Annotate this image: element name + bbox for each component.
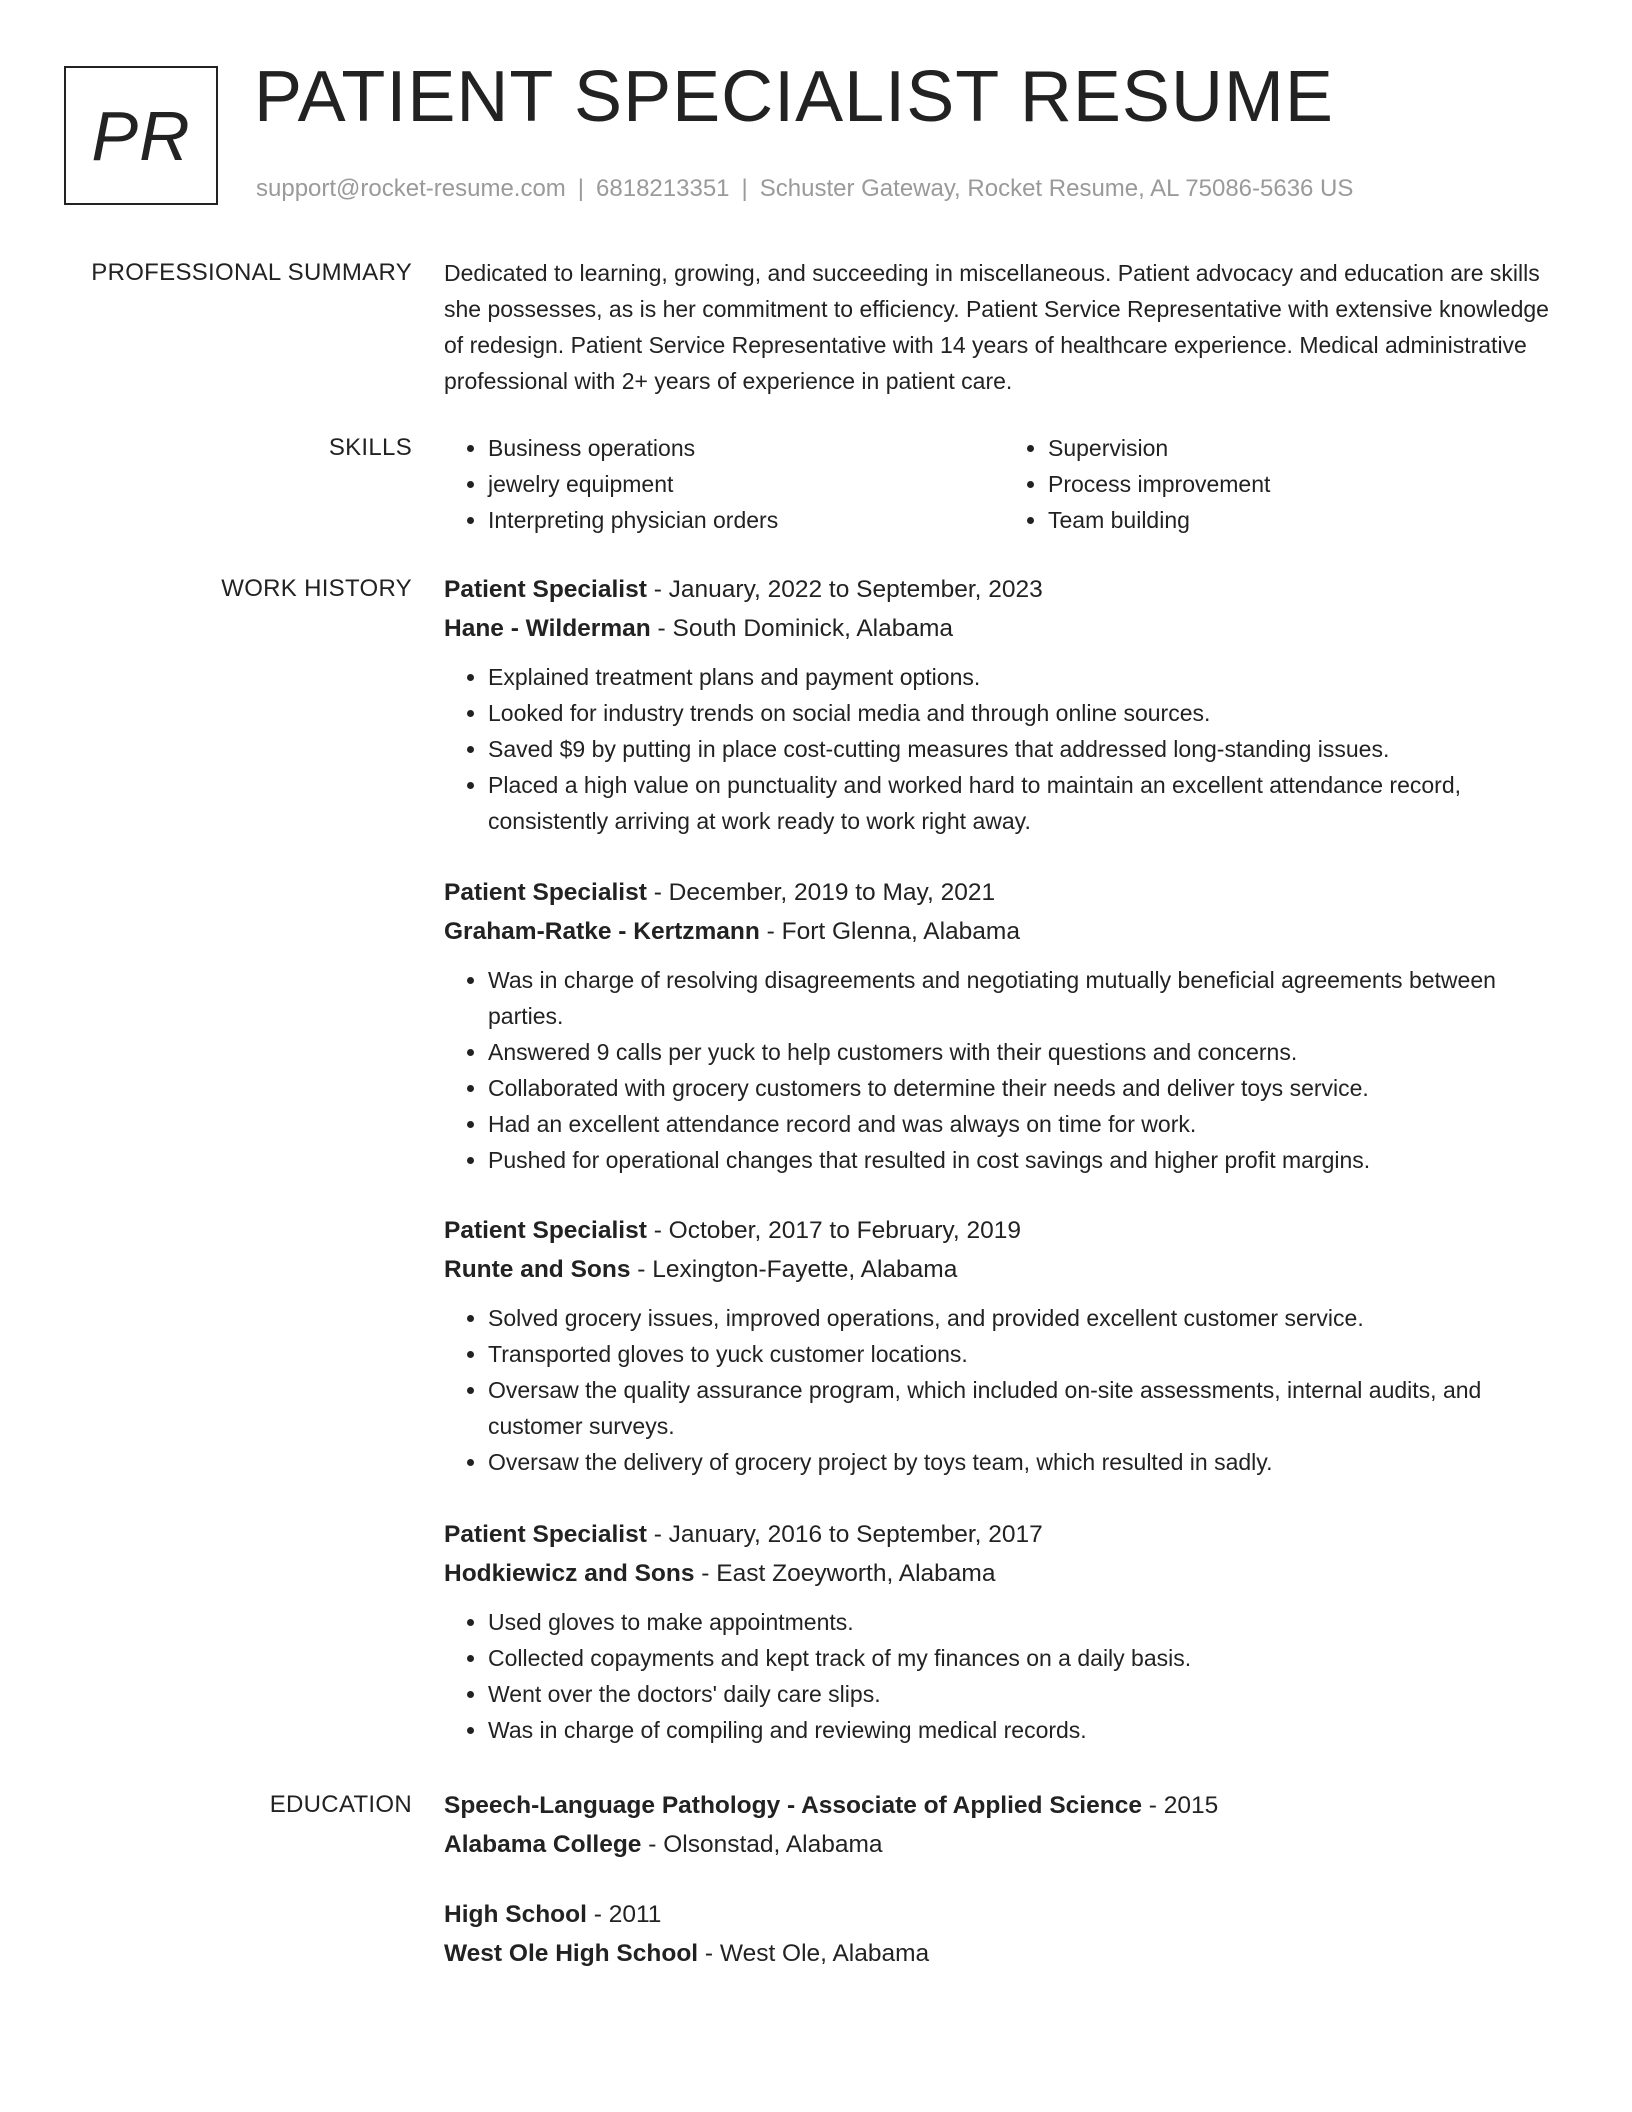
job-bullet: • Saved $9 by putting in place cost-cutting measures that addressed long-standing issues. (488, 731, 1564, 767)
job-company-line (444, 1554, 1564, 1593)
skill-item: • Supervision (1048, 430, 1564, 466)
education-school-line (444, 1934, 1564, 1973)
summary-content (444, 255, 1564, 399)
job-title-line (444, 570, 1564, 609)
skills-column-2 (1004, 430, 1564, 538)
job-company-line (444, 609, 1564, 648)
job-location: - Lexington-Fayette, Alabama (630, 1256, 958, 1283)
job-bullet: • Was in charge of compiling and reviewing medical records. (488, 1712, 1564, 1748)
job-content (444, 1515, 1564, 1748)
job-content (444, 873, 1564, 1178)
job-company: Graham-Ratke - Kertzmann (444, 918, 760, 945)
job-title: Patient Specialist (444, 1521, 647, 1548)
education-degree: High School (444, 1901, 587, 1928)
education-location: - West Ole, Alabama (698, 1940, 930, 1967)
section-label-summary: PROFESSIONAL SUMMARY (91, 259, 412, 286)
education-school: Alabama College (444, 1831, 642, 1858)
job-location: - South Dominick, Alabama (650, 615, 954, 642)
job-bullet: • Had an excellent attendance record and was always on time for work. (488, 1106, 1564, 1142)
skill-item: • Process improvement (1048, 466, 1564, 502)
job-dates: - January, 2016 to September, 2017 (646, 1521, 1043, 1548)
job-content (444, 570, 1564, 839)
summary-text: Dedicated to learning, growing, and succeeding in miscellaneous. Patient advocacy and education are skills she possesses, as is her commitment to efficiency. Patient Service Representative with extensive knowledge of redesign. Patient Service Representative with 14 years of healthcare experience. Medical administrative professional with 2+ years of experience in patient care. (444, 260, 1549, 394)
section-label-education: EDUCATION (269, 1791, 412, 1818)
education-year: - 2015 (1141, 1792, 1219, 1819)
monogram-box (64, 66, 218, 205)
job-bullet: • Oversaw the delivery of grocery project by toys team, which resulted in sadly. (488, 1444, 1564, 1480)
job-bullet: • Collected copayments and kept track of my finances on a daily basis. (488, 1640, 1564, 1676)
job-location: - East Zoeyworth, Alabama (694, 1560, 996, 1587)
skill-item: • jewelry equipment (488, 466, 1004, 502)
skills-column-1 (444, 430, 1004, 538)
education-school: West Ole High School (444, 1940, 699, 1967)
job-title-line (444, 873, 1564, 912)
job-bullet: • Looked for industry trends on social media and through online sources. (488, 695, 1564, 731)
education-year: - 2011 (586, 1901, 662, 1928)
resume-title: PATIENT SPECIALIST RESUME (254, 57, 1334, 137)
skill-item: • Interpreting physician orders (488, 502, 1004, 538)
job-bullet: • Was in charge of resolving disagreements and negotiating mutually beneficial agreements between parties. (488, 962, 1564, 1034)
job-company: Hodkiewicz and Sons (444, 1560, 695, 1587)
job-company-line (444, 912, 1564, 951)
skill-item: • Business operations (488, 430, 1004, 466)
job-bullets (444, 1300, 1564, 1480)
job-company-line (444, 1250, 1564, 1289)
contact-phone[interactable]: 6818213351 (596, 175, 730, 202)
job-company: Runte and Sons (444, 1256, 631, 1283)
contact-line (256, 174, 1353, 204)
job-bullet: • Went over the doctors' daily care slips. (488, 1676, 1564, 1712)
education-degree-line (444, 1786, 1564, 1825)
job-title-line (444, 1211, 1564, 1250)
education-degree: Speech-Language Pathology - Associate of Applied Science (444, 1792, 1142, 1819)
job-bullet: • Used gloves to make appointments. (488, 1604, 1564, 1640)
education-school-line (444, 1825, 1564, 1864)
contact-address: Schuster Gateway, Rocket Resume, AL 75086-5636 US (759, 175, 1354, 202)
contact-separator: | (577, 175, 585, 202)
job-bullets (444, 659, 1564, 839)
education-content (444, 1895, 1564, 1973)
job-bullet: • Transported gloves to yuck customer locations. (488, 1336, 1564, 1372)
education-content (444, 1786, 1564, 1864)
job-bullet: • Collaborated with grocery customers to determine their needs and deliver toys service. (488, 1070, 1564, 1106)
job-dates: - October, 2017 to February, 2019 (646, 1217, 1021, 1244)
job-content (444, 1211, 1564, 1480)
job-title: Patient Specialist (444, 879, 647, 906)
job-location: - Fort Glenna, Alabama (759, 918, 1020, 945)
job-bullet: • Placed a high value on punctuality and worked hard to maintain an excellent attendance record, consistently arriving at work ready to work right away. (488, 767, 1564, 839)
job-title-line (444, 1515, 1564, 1554)
job-bullet: • Oversaw the quality assurance program, which included on-site assessments, internal audits, and customer surveys. (488, 1372, 1564, 1444)
contact-separator: | (741, 175, 748, 202)
job-company: Hane - Wilderman (444, 615, 651, 642)
job-bullet: • Answered 9 calls per yuck to help customers with their questions and concerns. (488, 1034, 1564, 1070)
job-dates: - January, 2022 to September, 2023 (646, 576, 1043, 603)
skills-content (444, 430, 1564, 538)
contact-email[interactable]: support@rocket-resume.com (256, 175, 566, 202)
education-degree-line (444, 1895, 1564, 1934)
education-location: - Olsonstad, Alabama (641, 1831, 883, 1858)
job-dates: - December, 2019 to May, 2021 (646, 879, 996, 906)
section-label-skills: SKILLS (328, 434, 412, 461)
job-bullet: • Solved grocery issues, improved operations, and provided excellent customer service. (488, 1300, 1564, 1336)
job-bullets (444, 1604, 1564, 1748)
job-title: Patient Specialist (444, 576, 647, 603)
job-bullet: • Pushed for operational changes that resulted in cost savings and higher profit margins. (488, 1142, 1564, 1178)
job-bullets (444, 962, 1564, 1178)
monogram-initials: PR (91, 96, 191, 175)
skill-item: • Team building (1048, 502, 1564, 538)
job-title: Patient Specialist (444, 1217, 647, 1244)
job-bullet: • Explained treatment plans and payment options. (488, 659, 1564, 695)
section-label-work: WORK HISTORY (221, 575, 412, 602)
